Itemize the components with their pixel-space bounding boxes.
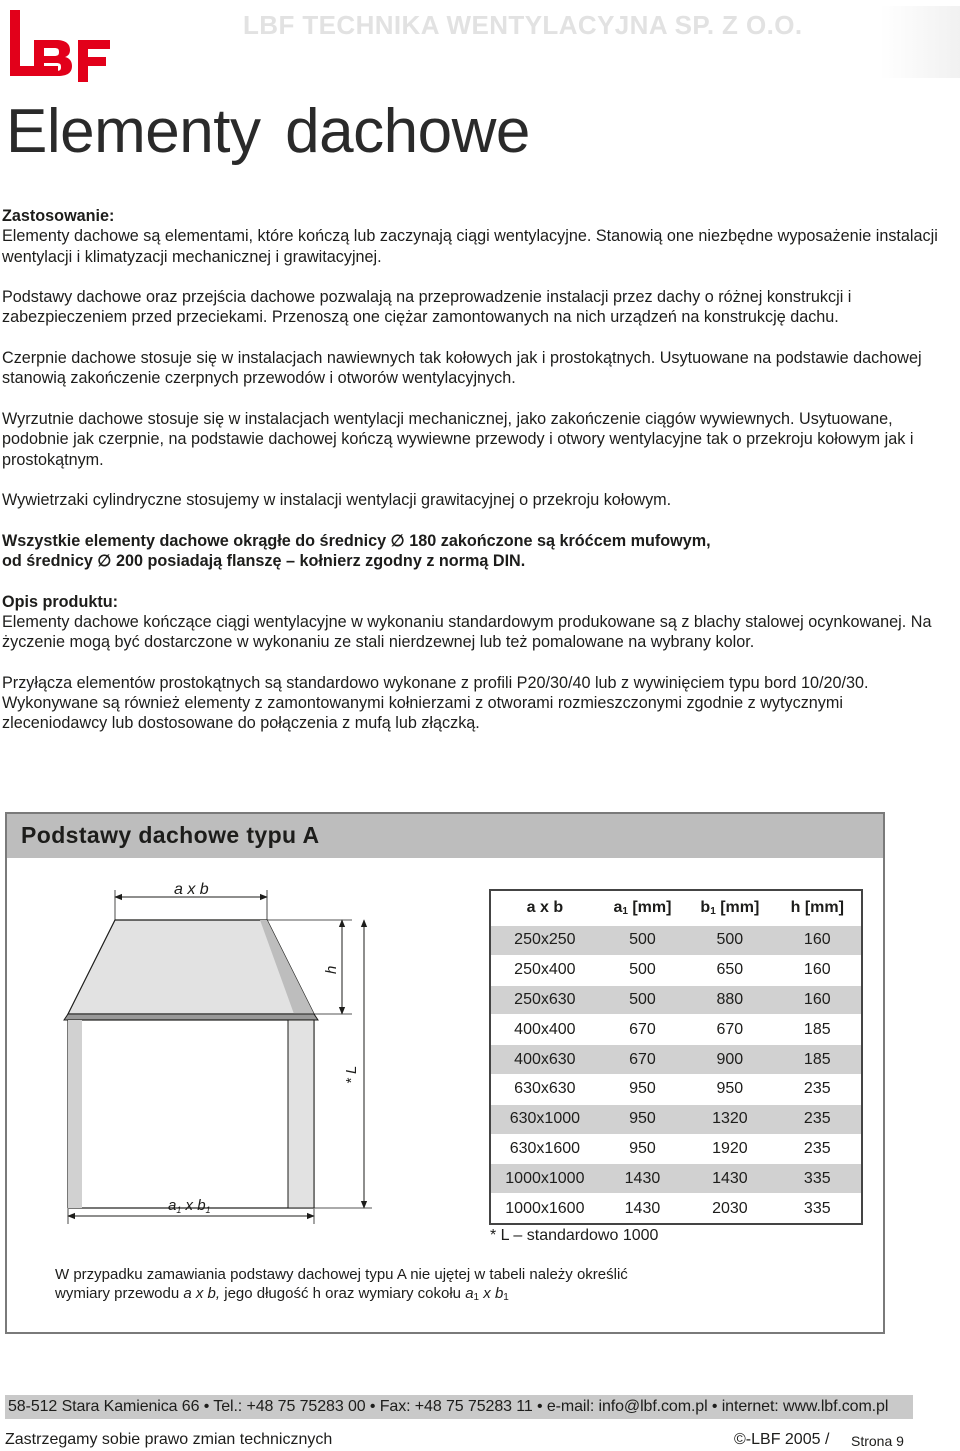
table-cell: 185 [774, 1045, 862, 1075]
col-header-a1: $a_1$ [mm] [613, 899, 672, 917]
table-cell: 630x630 [490, 1074, 599, 1104]
table-cell: 1000x1600 [490, 1194, 599, 1224]
table-row [490, 1045, 862, 1075]
table-row [490, 1164, 862, 1194]
table-cell: 160 [774, 926, 862, 956]
order-note-line-1: W przypadku zamawiania podstawy dachowej typu A nie ujętej w tabeli należy określić [55, 1266, 628, 1283]
table-cell: 650 [686, 955, 773, 985]
table-row [490, 1015, 862, 1045]
table-cell: 630x1000 [490, 1104, 599, 1134]
table-cell: 500 [599, 985, 686, 1015]
table-cell: 670 [599, 1015, 686, 1045]
table-cell: 335 [774, 1164, 862, 1194]
table-cell: 1430 [599, 1194, 686, 1224]
col-header-h: h [mm] [790, 899, 844, 916]
body-text [2, 206, 942, 754]
diagram-label-top: a x b [174, 881, 209, 898]
company-name: LBF TECHNIKA WENTYLACYJNA SP. Z O.O. [243, 10, 803, 40]
table-row [490, 985, 862, 1015]
table-cell: 950 [686, 1074, 773, 1104]
roof-base-diagram [52, 872, 377, 1227]
table-cell: 900 [686, 1045, 773, 1075]
diagram-label-L: * L [343, 1065, 360, 1084]
paragraph-8: Przyłącza elementów prostokątnych są standardowo wykonane z profili P20/30/40 lub z wywinięciem typu bord 10/20/30. Wykonywane są również elementy z zamontowanymi kołnierzami z otworami rozmieszczonymi zgodnie z wytycznymi zleceniodawcy lub dostosowane do połączenia z mufą lub złączką. [2, 673, 869, 733]
paragraph-5: Wywietrzaki cylindryczne stosujemy w instalacji wentylacji grawitacyjnej o przekroju kołowym. [2, 491, 672, 510]
table-cell: 335 [774, 1194, 862, 1224]
order-note-line-2: wymiary przewodu a x b, jego długość h oraz wymiary cokołu $a_1$ x $b_1$ [55, 1284, 509, 1303]
table-cell: 250x400 [490, 955, 599, 985]
footer-note: Zastrzegamy sobie prawo zmian technicznych [5, 1431, 333, 1448]
table-cell: 160 [774, 985, 862, 1015]
diagram-label-h: h [323, 965, 340, 974]
paragraph-7: Elementy dachowe kończące ciągi wentylacyjne w wykonaniu standardowym produkowane są z blachy stalowej ocynkowanej. Na życzenie mogą być dostarczone w wykonaniu ze stali nierdzewnej lub też pomalowane na wybrany kolor. [2, 612, 932, 652]
opis-heading: Opis produktu: [2, 592, 118, 611]
table-row [490, 1074, 862, 1104]
page-title: Elementy dachowe [6, 97, 530, 166]
table-cell: 400x630 [490, 1045, 599, 1075]
footer-contact-bar [5, 1395, 913, 1419]
section-header [7, 814, 883, 858]
footer-copyright: ©-LBF 2005 / [734, 1431, 830, 1448]
table-cell: 670 [686, 1015, 773, 1045]
table-header-row [490, 890, 862, 926]
table-row [490, 955, 862, 985]
table-row [490, 1194, 862, 1224]
table-cell: 250x250 [490, 926, 599, 956]
diagram-label-bottom: $a_1$ x $b_1$ [168, 1197, 211, 1215]
paragraph-2: Podstawy dachowe oraz przejścia dachowe pozwalają na przeprowadzenie instalacji przez dachy o różnej konstrukcji i zabezpieczeniem przed przeciekami. Przenoszą one ciężar zamontowanych na nich urządzeń na konstrukcję dachu. [2, 288, 852, 327]
table-cell: 1430 [599, 1164, 686, 1194]
paragraph-4: Wyrzutnie dachowe stosuje się w instalacjach wentylacji mechanicznej, jako zakończenie ciągów wywiewnych. Usytuowane, podobnie jak czerpnie, na podstawie dachowej kończą wywiewne przewody i otwory wentylacyjne tak o przekroju kołowym jak i prostokątnym. [2, 409, 914, 469]
table-row [490, 1104, 862, 1134]
intro-paragraph [2, 206, 942, 267]
table-cell: 160 [774, 955, 862, 985]
order-note [55, 1266, 755, 1307]
table-cell: 185 [774, 1015, 862, 1045]
footer-contact: 58-512 Stara Kamienica 66 • Tel.: +48 75 75283 00 • Fax: +48 75 75283 11 • e-mail: info@lbf.com.pl • internet: www.lbf.com.pl [8, 1398, 889, 1415]
paragraph-6 [2, 531, 942, 572]
table-cell: 1320 [686, 1104, 773, 1134]
dimensions-table [489, 889, 863, 1225]
col-header-axb: a x b [526, 899, 564, 916]
paragraph-3: Czerpnie dachowe stosuje się w instalacjach nawiewnych tak kołowych jak i prostokątnych. Usytuowane na podstawie dachowej stanowią zakończenie czerpnych przewodów i otworów wentylacyjnych. [2, 349, 922, 388]
paragraph-6-line-1: Wszystkie elementy dachowe okrągłe do średnicy ∅ 180 zakończone są króćcem mufowym, [2, 531, 711, 550]
table-cell: 250x630 [490, 985, 599, 1015]
table-cell: 500 [686, 926, 773, 956]
section-title: Podstawy dachowe typu A [21, 822, 320, 848]
product-section [5, 812, 885, 1334]
table-cell: 400x400 [490, 1015, 599, 1045]
table-cell: 950 [599, 1134, 686, 1164]
opis-paragraph [2, 592, 942, 653]
table-cell: 630x1600 [490, 1134, 599, 1164]
table-cell: 880 [686, 985, 773, 1015]
table-cell: 1430 [686, 1164, 773, 1194]
table-row [490, 926, 862, 956]
table-cell: 2030 [686, 1194, 773, 1224]
paragraph-6-line-2: od średnicy ∅ 200 posiadają flanszę – kołnierz zgodny z normą DIN. [2, 552, 526, 571]
table-cell: 235 [774, 1074, 862, 1104]
table-cell: 950 [599, 1074, 686, 1104]
lbf-logo [4, 6, 116, 82]
table-cell: 235 [774, 1134, 862, 1164]
table-cell: 670 [599, 1045, 686, 1075]
paragraph-1: Elementy dachowe są elementami, które kończą lub zaczynają ciągi wentylacyjne. Stanowią one niezbędne wyposażenie instalacji wentylacji i klimatyzacji mechanicznej i grawitacyjnej. [2, 227, 938, 266]
table-footnote: * L – standardowo 1000 [490, 1227, 659, 1244]
table-cell: 235 [774, 1104, 862, 1134]
table-cell: 500 [599, 926, 686, 956]
col-header-b1: $b_1$ [mm] [700, 899, 760, 917]
header-shade [880, 6, 960, 78]
footer-page-number: Strona 9 [851, 1433, 904, 1449]
table-cell: 1920 [686, 1134, 773, 1164]
table-cell: 1000x1000 [490, 1164, 599, 1194]
table-cell: 950 [599, 1104, 686, 1134]
table-row [490, 1134, 862, 1164]
table-cell: 500 [599, 955, 686, 985]
zastosowanie-heading: Zastosowanie: [2, 207, 115, 225]
